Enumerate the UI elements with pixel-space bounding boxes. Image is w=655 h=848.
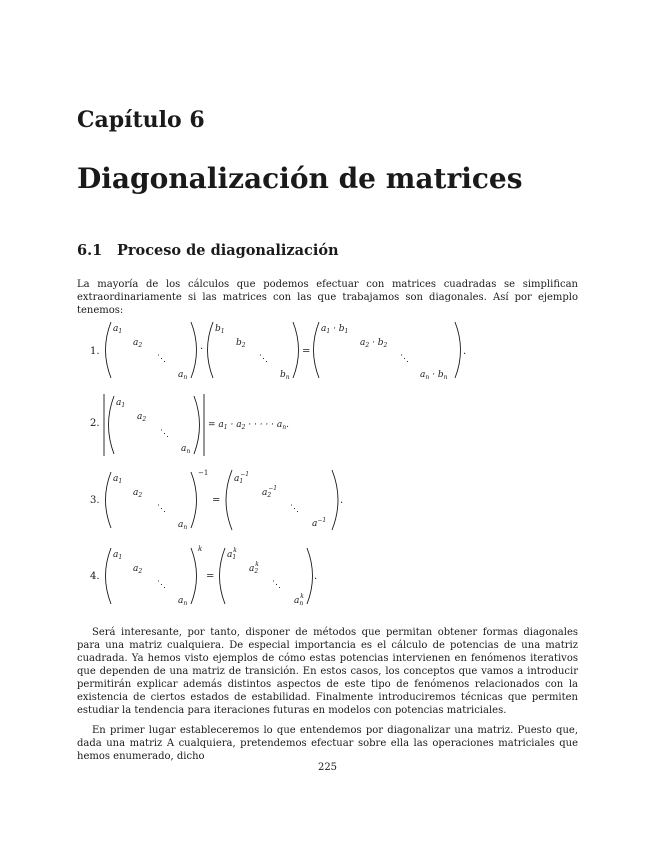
svg-text:.: . xyxy=(314,571,318,582)
svg-text:=: = xyxy=(302,346,311,357)
svg-text:a2: $a_2$ xyxy=(133,488,143,499)
formula-2 xyxy=(90,394,289,456)
svg-text:a1: $a_1$ xyxy=(113,474,123,485)
svg-text:·: · xyxy=(200,344,204,355)
svg-text:b1: $b_1$ xyxy=(215,324,225,335)
svg-text:a1−1: $a_1-1$ xyxy=(234,471,250,485)
svg-text:a1k: $a_1k$ xyxy=(227,547,237,561)
svg-text:a2−1: $a_2-1$ xyxy=(262,485,278,499)
section-number: 6.1 xyxy=(77,242,103,259)
svg-text:.: . xyxy=(463,346,467,357)
svg-text:−1: −1 xyxy=(198,469,209,477)
formula-3 xyxy=(90,469,343,531)
chapter-title: Diagonalización de matrices xyxy=(77,162,523,195)
svg-text:⋱: ⋱ xyxy=(290,504,299,514)
svg-text:⋱: ⋱ xyxy=(157,354,166,364)
svg-text:a1 · b1: $a_1 \cdot b_1$ xyxy=(321,324,349,335)
svg-text:⋱: ⋱ xyxy=(272,580,281,590)
section-title: Proceso de diagonalización xyxy=(117,242,339,259)
svg-text:a1: $a_1$ xyxy=(113,550,123,561)
page-number: 225 xyxy=(317,762,338,773)
svg-text:a2: $a_2$ xyxy=(133,338,143,349)
svg-text:an: $a_n$ xyxy=(178,370,188,381)
svg-text:.: . xyxy=(340,495,344,506)
svg-text:bn: $b_n$ xyxy=(280,370,290,381)
body-paragraph-1: Será interesante, por tanto, disponer de métodos que permitan obtener formas diagonales para una matriz cualquiera. De especial importancia es el cálculo de potencias de una matriz cuadrada. Ya hemos visto ejemplos de cómo estas potencias intervienen en fenómenos iterativos que dependen de una matriz de transición. En estos casos, los conceptos que vamos a introducir permitirán explicar además distintos aspectos de este tipo de fenómenos relacionados con la existencia de ciertos estados de estabilidad. Finalmente introduciremos técnicas que permiten estudiar la tendencia para iteraciones futuras en modelos con potencias matriciales. xyxy=(77,627,578,716)
svg-text:b2: $b_2$ xyxy=(236,338,246,349)
chapter-label: Capítulo 6 xyxy=(77,107,205,133)
svg-text:an: $a_n$ xyxy=(181,444,191,455)
svg-text:an: $a_n$ xyxy=(178,596,188,607)
formula-4 xyxy=(90,545,317,607)
svg-text:= a1 · a2 · · · · · an.: = $a_1 \cdot a_2$ · · · · · $a_n$. xyxy=(208,420,289,431)
svg-text:a1: $a_1$ xyxy=(113,324,123,335)
svg-text:a2: $a_2$ xyxy=(133,564,143,575)
list-number-4: 4. xyxy=(90,571,100,582)
svg-text:ank: $a_nk$ xyxy=(294,593,304,607)
svg-text:an: $a_n$ xyxy=(178,520,188,531)
svg-text:⋱: ⋱ xyxy=(400,354,409,364)
list-number-2: 2. xyxy=(90,418,100,429)
intro-paragraph: La mayoría de los cálculos que podemos efectuar con matrices cuadradas se simplifican extraordinariamente si las matrices con las que trabajamos son diagonales. Así por ejemplo tenemos: xyxy=(77,279,578,316)
svg-text:k: k xyxy=(198,545,203,553)
svg-text:⋱: ⋱ xyxy=(157,580,166,590)
svg-text:a−1: $a^{-1}$ xyxy=(312,517,327,529)
svg-text:an · bn: $a_n \cdot b_n$ xyxy=(420,370,448,381)
list-number-3: 3. xyxy=(90,495,100,506)
svg-text:=: = xyxy=(206,571,215,582)
svg-text:a2 · b2: $a_2 \cdot b_2$ xyxy=(360,338,388,349)
svg-text:a2k: $a_2k$ xyxy=(249,561,259,575)
list-number-1: 1. xyxy=(90,346,100,357)
body-paragraph-2: En primer lugar estableceremos lo que entendemos por diagonalizar una matriz. Puesto que, dada una matriz A cualquiera, pretendemos efectuar sobre ella las operaciones matriciales que hemos enumerado, dicho xyxy=(77,725,578,762)
svg-text:⋱: ⋱ xyxy=(259,354,268,364)
svg-text:⋱: ⋱ xyxy=(157,504,166,514)
svg-text:a1: $a_1$ xyxy=(116,398,126,409)
formula-1 xyxy=(90,322,466,381)
svg-text:=: = xyxy=(212,495,221,506)
svg-text:a2: $a_2$ xyxy=(137,412,147,423)
svg-text:⋱: ⋱ xyxy=(160,429,169,439)
